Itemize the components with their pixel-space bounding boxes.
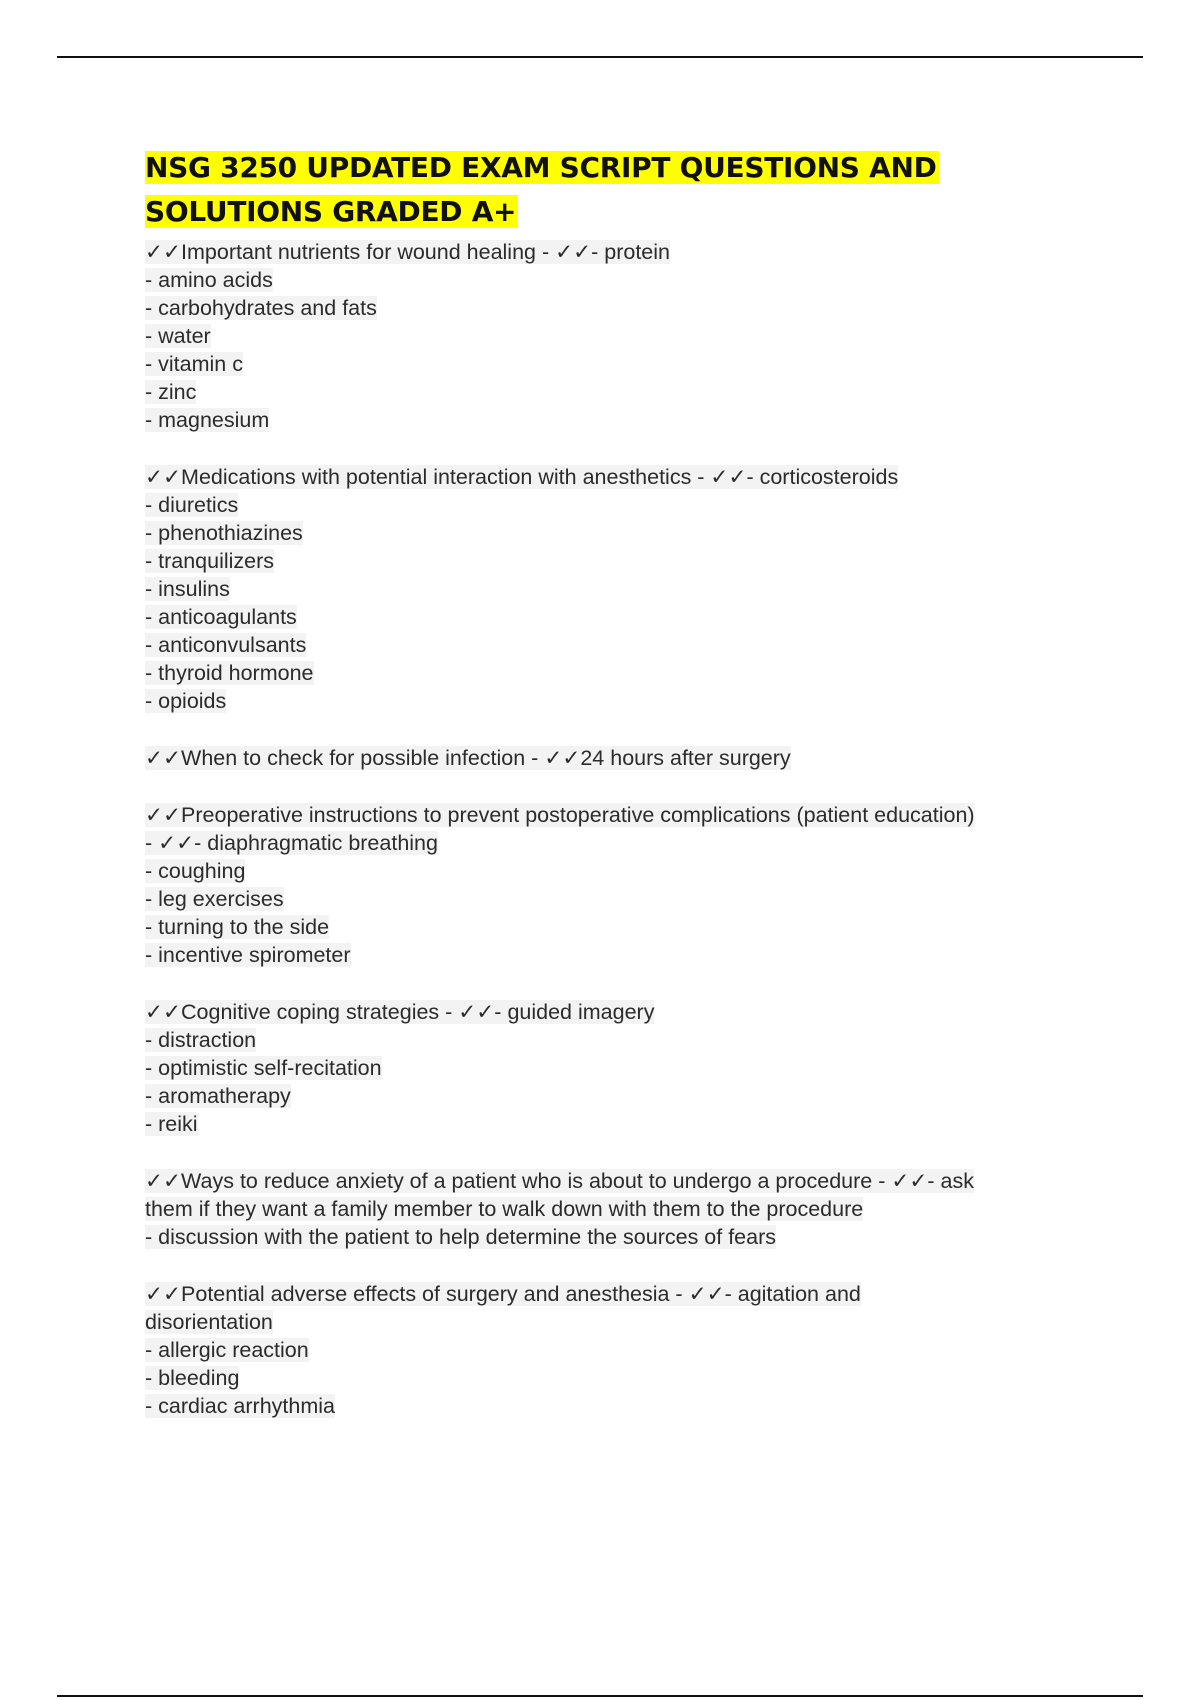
qa-answer-line	[145, 1308, 1085, 1336]
qa-answer-line	[145, 519, 1085, 547]
line-text: - turning to the side	[145, 915, 330, 939]
qa-answer-line	[145, 857, 1085, 885]
line-text: - amino acids	[145, 268, 273, 292]
qa-answer-line	[145, 1110, 1085, 1138]
qa-question-line	[145, 801, 1085, 829]
line-text: - anticoagulants	[145, 605, 297, 629]
qa-answer-line	[145, 266, 1085, 294]
qa-answer-line	[145, 1026, 1085, 1054]
line-text: - discussion with the patient to help determine the sources of fears	[145, 1225, 777, 1249]
qa-answer-line	[145, 406, 1085, 434]
line-text: - cardiac arrhythmia	[145, 1394, 335, 1418]
line-text: - aromatherapy	[145, 1084, 291, 1108]
qa-answer-line	[145, 631, 1085, 659]
qa-question-line	[145, 463, 1085, 491]
qa-question-line	[145, 744, 1085, 772]
line-text: ✓✓Preoperative instructions to prevent postoperative complications (patient education)	[145, 803, 975, 827]
qa-question-line	[145, 1280, 1085, 1308]
qa-answer-line	[145, 1392, 1085, 1420]
qa-item	[145, 744, 1085, 772]
qa-item	[145, 801, 1085, 969]
line-text: - thyroid hormone	[145, 661, 314, 685]
line-text: ✓✓Medications with potential interaction with anesthetics - ✓✓- corticosteroids	[145, 465, 899, 489]
line-text: them if they want a family member to walk down with them to the procedure	[145, 1197, 864, 1221]
qa-answer-line	[145, 659, 1085, 687]
qa-item	[145, 998, 1085, 1138]
line-text: - incentive spirometer	[145, 943, 351, 967]
top-rule	[57, 56, 1143, 58]
line-text: ✓✓Important nutrients for wound healing - ✓✓- protein	[145, 240, 670, 264]
qa-answer-line	[145, 885, 1085, 913]
line-text: - opioids	[145, 689, 227, 713]
line-text: - bleeding	[145, 1366, 240, 1390]
qa-answer-line	[145, 1336, 1085, 1364]
qa-question-line	[145, 998, 1085, 1026]
qa-answer-line	[145, 913, 1085, 941]
line-text: - anticonvulsants	[145, 633, 307, 657]
line-text: - phenothiazines	[145, 521, 303, 545]
qa-answer-line	[145, 378, 1085, 406]
qa-answer-line	[145, 1195, 1085, 1223]
line-text: - reiki	[145, 1112, 198, 1136]
line-text: - magnesium	[145, 408, 270, 432]
qa-item	[145, 463, 1085, 715]
title-line-2: SOLUTIONS GRADED A+	[145, 195, 517, 228]
qa-answer-line	[145, 1364, 1085, 1392]
line-text: - allergic reaction	[145, 1338, 309, 1362]
qa-answer-line	[145, 575, 1085, 603]
line-text: ✓✓When to check for possible infection - ✓✓24 hours after surgery	[145, 746, 791, 770]
line-text: - zinc	[145, 380, 197, 404]
qa-answer-line	[145, 491, 1085, 519]
bottom-rule	[57, 1695, 1143, 1697]
qa-answer-line	[145, 322, 1085, 350]
line-text: - distraction	[145, 1028, 257, 1052]
qa-answer-line	[145, 1054, 1085, 1082]
line-text: ✓✓Ways to reduce anxiety of a patient who is about to undergo a procedure - ✓✓- ask	[145, 1169, 974, 1193]
qa-answer-line	[145, 1223, 1085, 1251]
line-text: - diuretics	[145, 493, 239, 517]
qa-answer-line	[145, 941, 1085, 969]
line-text: - coughing	[145, 859, 246, 883]
title-line-1: NSG 3250 UPDATED EXAM SCRIPT QUESTIONS AND	[145, 151, 937, 184]
qa-item	[145, 238, 1085, 434]
line-text: - leg exercises	[145, 887, 284, 911]
line-text: - carbohydrates and fats	[145, 296, 377, 320]
qa-answer-line	[145, 603, 1085, 631]
qa-answer-line	[145, 294, 1085, 322]
document-body	[145, 146, 1085, 1449]
qa-question-line	[145, 1167, 1085, 1195]
qa-answer-line	[145, 350, 1085, 378]
line-text: ✓✓Potential adverse effects of surgery and anesthesia - ✓✓- agitation and	[145, 1282, 861, 1306]
line-text: disorientation	[145, 1310, 273, 1334]
qa-item	[145, 1280, 1085, 1420]
qa-question-line	[145, 238, 1085, 266]
qa-answer-line	[145, 1082, 1085, 1110]
line-text: - tranquilizers	[145, 549, 275, 573]
line-text: ✓✓Cognitive coping strategies - ✓✓- guided imagery	[145, 1000, 655, 1024]
qa-item	[145, 1167, 1085, 1251]
line-text: - water	[145, 324, 211, 348]
line-text: - ✓✓- diaphragmatic breathing	[145, 831, 438, 855]
qa-answer-line	[145, 829, 1085, 857]
line-text: - optimistic self-recitation	[145, 1056, 382, 1080]
qa-list	[145, 238, 1085, 1420]
line-text: - insulins	[145, 577, 230, 601]
document-title	[145, 146, 1085, 234]
line-text: - vitamin c	[145, 352, 243, 376]
qa-answer-line	[145, 687, 1085, 715]
qa-answer-line	[145, 547, 1085, 575]
